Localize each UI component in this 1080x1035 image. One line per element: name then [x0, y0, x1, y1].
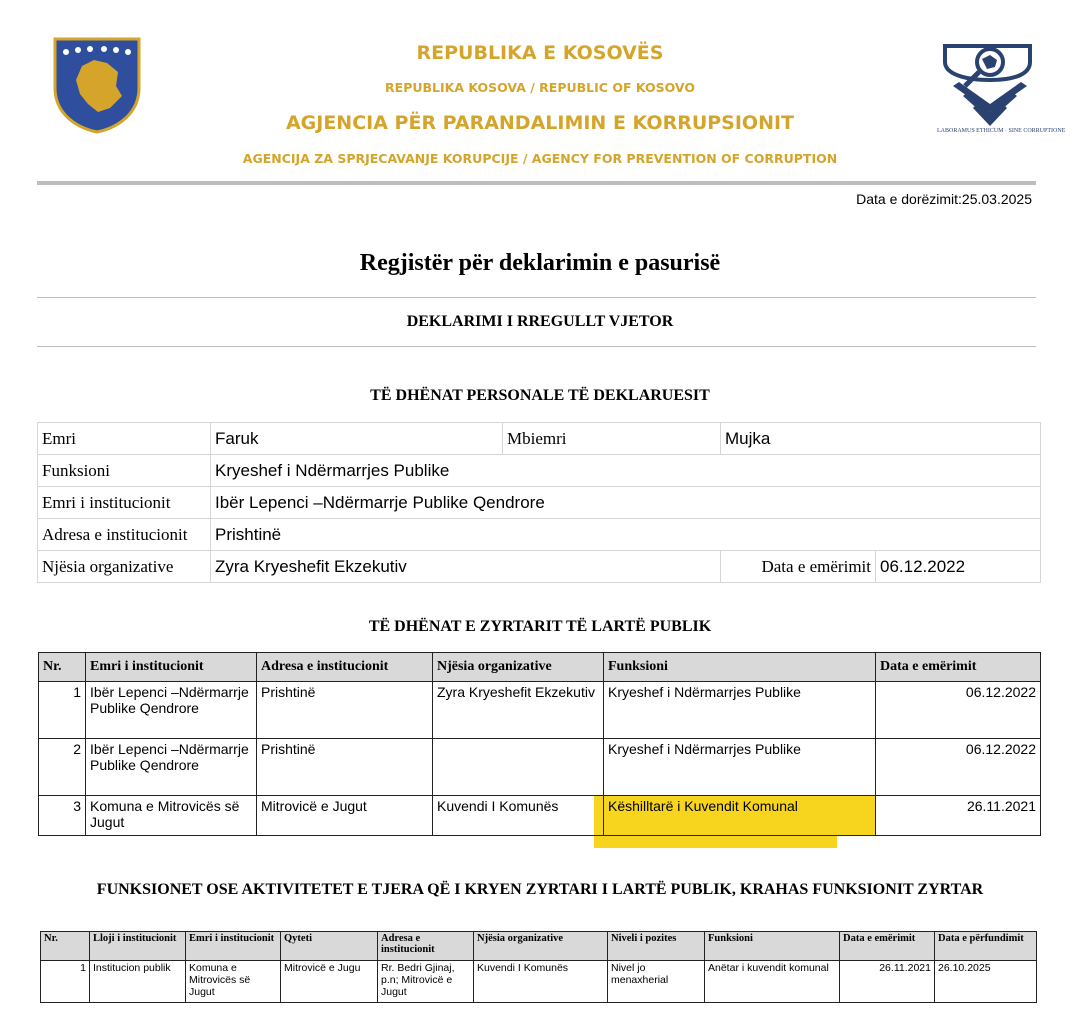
row-start-date: 26.11.2021: [840, 961, 935, 1003]
row-function: Anëtar i kuvendit komunal: [705, 961, 840, 1003]
row-level: Nivel jo menaxherial: [608, 961, 705, 1003]
row-function: Kryeshef i Ndërmarrjes Publike: [604, 682, 876, 739]
row-address: Mitrovicë e Jugut: [257, 796, 433, 836]
header-divider: [37, 181, 1036, 185]
official-heading: TË DHËNAT E ZYRTARIT TË LARTË PUBLIK: [368, 618, 712, 635]
appointment-date-label: Data e emërimit: [721, 551, 876, 583]
institution-value: Ibër Lepenci –Ndërmarrje Publike Qendrore: [211, 487, 1041, 519]
kosovo-coat-of-arms-logo: [52, 36, 142, 134]
row-city: Mitrovicë e Jugu: [281, 961, 378, 1003]
address-value: Prishtinë: [211, 519, 1041, 551]
row-date: 06.12.2022: [876, 682, 1041, 739]
row-function-highlighted: Këshilltarë i Kuvendit Komunal: [604, 796, 876, 836]
header-republic: REPUBLIKA E KOSOVËS: [416, 42, 664, 64]
col-address: Adresa e institucionit: [378, 932, 474, 961]
row-unit: Kuvendi I Komunës: [474, 961, 608, 1003]
seal-text: LABORAMUS ETHICUM · SINE CORRUPTIONE: [937, 128, 1066, 134]
unit-label: Njësia organizative: [38, 551, 211, 583]
other-heading: FUNKSIONET OSE AKTIVITETET E TJERA QË I KRYEN ZYRTARI I LARTË PUBLIK, KRAHAS FUNKSIONIT ZYRTAR: [96, 881, 984, 898]
address-label: Adresa e institucionit: [38, 519, 211, 551]
agency-seal-logo: [935, 34, 1066, 144]
official-data-table: [38, 652, 1041, 836]
submission-date: Data e dorëzimit:25.03.2025: [856, 191, 1032, 207]
function-label: Funksioni: [38, 455, 211, 487]
surname-value: Mujka: [721, 423, 1041, 455]
institution-label: Emri i institucionit: [38, 487, 211, 519]
row-address: Prishtinë: [257, 682, 433, 739]
page-subtitle: DEKLARIMI I RREGULLT VJETOR: [406, 313, 674, 330]
row-function: Kryeshef i Ndërmarrjes Publike: [604, 739, 876, 796]
col-function: Funksioni: [604, 653, 876, 682]
col-level: Niveli i pozites: [608, 932, 705, 961]
row-unit: Zyra Kryeshefit Ekzekutiv: [433, 682, 604, 739]
col-function: Funksioni: [705, 932, 840, 961]
unit-value: Zyra Kryeshefit Ekzekutiv: [211, 551, 721, 583]
row-address: Prishtinë: [257, 739, 433, 796]
col-institution: Emri i institucionit: [86, 653, 257, 682]
title-divider-bottom: [37, 346, 1036, 347]
name-label: Emri: [38, 423, 211, 455]
appointment-date-value: 06.12.2022: [876, 551, 1041, 583]
table-row: [39, 739, 1041, 796]
col-institution: Emri i institucionit: [186, 932, 281, 961]
col-address: Adresa e institucionit: [257, 653, 433, 682]
row-nr: 1: [41, 961, 90, 1003]
table-row: [39, 796, 1041, 836]
row-institution: Komuna e Mitrovicës së Jugut: [186, 961, 281, 1003]
col-appointment-date: Data e emërimit: [876, 653, 1041, 682]
header-republic-translations: REPUBLIKA KOSOVA / REPUBLIC OF KOSOVO: [385, 80, 695, 95]
row-end-date: 26.10.2025: [935, 961, 1037, 1003]
col-nr: Nr.: [41, 932, 90, 961]
col-unit: Njësia organizative: [433, 653, 604, 682]
header-agency: AGJENCIA PËR PARANDALIMIN E KORRUPSIONIT: [285, 112, 795, 134]
function-value: Kryeshef i Ndërmarrjes Publike: [211, 455, 1041, 487]
title-divider-top: [37, 297, 1036, 298]
row-unit: Kuvendi I Komunës: [433, 796, 604, 836]
header-agency-translations: AGENCIJA ZA SPRJECAVANJE KORUPCIJE / AGENCY FOR PREVENTION OF CORRUPTION: [242, 151, 838, 166]
table-row: [41, 961, 1037, 1003]
row-unit: [433, 739, 604, 796]
page-title: Regjistër për deklarimin e pasurisë: [359, 250, 721, 276]
row-institution: Komuna e Mitrovicës së Jugut: [86, 796, 257, 836]
col-nr: Nr.: [39, 653, 86, 682]
col-unit: Njësia organizative: [474, 932, 608, 961]
row-address: Rr. Bedri Gjinaj, p.n; Mitrovicë e Jugut: [378, 961, 474, 1003]
row-institution: Ibër Lepenci –Ndërmarrje Publike Qendrore: [86, 682, 257, 739]
row-institution: Ibër Lepenci –Ndërmarrje Publike Qendrore: [86, 739, 257, 796]
col-city: Qyteti: [281, 932, 378, 961]
col-end-date: Data e përfundimit: [935, 932, 1037, 961]
row-date: 26.11.2021: [876, 796, 1041, 836]
surname-label: Mbiemri: [503, 423, 721, 455]
name-value: Faruk: [211, 423, 503, 455]
personal-heading: TË DHËNAT PERSONALE TË DEKLARUESIT: [370, 387, 710, 404]
table-row: [39, 682, 1041, 739]
other-functions-table: [40, 931, 1037, 1003]
row-type: Institucion publik: [90, 961, 186, 1003]
col-start-date: Data e emërimit: [840, 932, 935, 961]
row-nr: 3: [39, 796, 86, 836]
personal-data-table: [37, 422, 1041, 583]
row-date: 06.12.2022: [876, 739, 1041, 796]
row-nr: 1: [39, 682, 86, 739]
row-nr: 2: [39, 739, 86, 796]
col-type: Lloji i institucionit: [90, 932, 186, 961]
